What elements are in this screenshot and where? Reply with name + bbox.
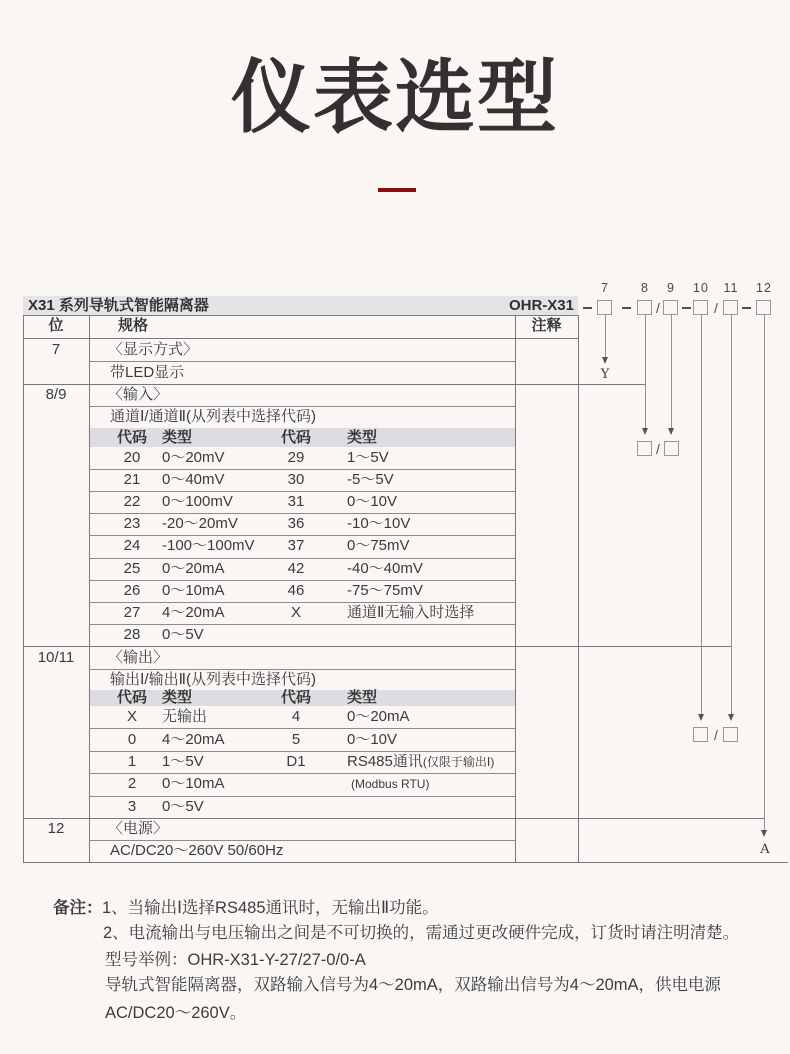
- table-border-line: [23, 862, 788, 863]
- type-cell: 0～20mA: [347, 708, 410, 726]
- code-cell: X: [290, 603, 301, 621]
- display-code-letter: Y: [600, 367, 610, 382]
- table-border-line: [23, 315, 578, 316]
- code-cell: 37: [287, 537, 305, 555]
- type-cell: 0～5V: [162, 625, 204, 643]
- digit-label: 12: [756, 281, 772, 295]
- spec-row-text: 带LED显示: [110, 363, 185, 381]
- type-cell: 0～75mV: [347, 537, 410, 555]
- code-header-cell: 类型: [347, 689, 378, 706]
- arrowhead-down-icon: [728, 714, 734, 721]
- pair-slash: /: [656, 441, 660, 457]
- notes-label: 备注：: [53, 899, 103, 917]
- code-cell: 42: [287, 559, 305, 577]
- model-code-box: [637, 300, 652, 315]
- section-subtitle: 通道Ⅰ/通道Ⅱ(从列表中选择代码): [110, 408, 316, 425]
- type-cell: 4～20mA: [162, 603, 225, 621]
- spec-row-text: AC/DC20～260V 50/60Hz: [110, 842, 284, 859]
- code-cell: 20: [123, 449, 141, 467]
- model-code-box: [756, 300, 771, 315]
- arrowhead-down-icon: [698, 714, 704, 721]
- column-header-note: 注释: [531, 317, 562, 334]
- pair-code-box: [723, 727, 738, 742]
- code-cell: D1: [286, 753, 306, 770]
- type-cell: -100～100mV: [162, 537, 255, 555]
- page-title: 仪表选型: [231, 53, 559, 142]
- code-separator-slash: /: [714, 300, 718, 316]
- type-cell: 0～20mV: [162, 449, 225, 467]
- code-cell: 0: [127, 730, 137, 748]
- code-separator-dash: [742, 307, 751, 309]
- code-cell: 30: [287, 471, 305, 489]
- pair-code-box: [637, 441, 652, 456]
- type-cell: -10～10V: [347, 515, 411, 533]
- type-cell: 无输出: [162, 708, 208, 726]
- type-cell: -40～40mV: [347, 559, 423, 577]
- digit-label: 11: [723, 281, 739, 295]
- type-cell: 0～20mA: [162, 559, 225, 577]
- section-label: 〈电源〉: [108, 820, 169, 837]
- type-cell: RS485通讯(仅限于输出Ⅰ): [347, 753, 495, 770]
- arrowhead-down-icon: [761, 830, 767, 837]
- leader-line: [764, 315, 765, 830]
- code-cell: 31: [287, 493, 305, 511]
- code-cell: 5: [291, 730, 301, 748]
- column-header-spec: 规格: [118, 317, 149, 334]
- code-header-cell: 代码: [116, 428, 147, 446]
- table-title-bar: [23, 296, 578, 315]
- type-cell: -5～5V: [347, 471, 394, 489]
- code-cell: 2: [127, 775, 137, 793]
- type-cell: 0～10V: [347, 730, 398, 748]
- code-header-cell: 类型: [347, 428, 378, 446]
- digit-label: 8: [641, 281, 649, 295]
- pair-code-box: [693, 727, 708, 742]
- code-cell: 22: [123, 493, 141, 511]
- code-cell: X: [126, 708, 137, 726]
- section-label: 〈输入〉: [108, 386, 169, 403]
- series-title: X31 系列导轨式智能隔离器: [28, 297, 209, 314]
- title-underline-accent: [378, 188, 416, 192]
- pos-label: 10/11: [37, 648, 75, 666]
- leader-line: [671, 315, 672, 428]
- pos-label: 12: [47, 820, 65, 837]
- code-cell: 36: [287, 515, 305, 533]
- digit-label: 7: [601, 281, 609, 295]
- leader-line: [701, 315, 702, 714]
- type-cell: -20～20mV: [162, 515, 238, 533]
- note-line: 导轨式智能隔离器，双路输入信号为4～20mA，双路输出信号为4～20mA，供电电源: [105, 976, 722, 994]
- model-code-box: [597, 300, 612, 315]
- section-label: 〈显示方式〉: [108, 340, 199, 358]
- digit-label: 9: [667, 281, 675, 295]
- code-cell: 27: [123, 603, 141, 621]
- code-header-cell: 代码: [116, 689, 147, 706]
- pos-label: 7: [51, 340, 61, 358]
- pair-slash: /: [714, 727, 718, 743]
- model-code-box: [723, 300, 738, 315]
- code-cell: 3: [127, 797, 137, 815]
- type-cell: 通道Ⅱ无输入时选择: [347, 603, 475, 621]
- code-header-cell: 代码: [280, 428, 311, 446]
- arrowhead-down-icon: [642, 428, 648, 435]
- leader-line: [605, 315, 606, 357]
- code-separator-dash: [682, 307, 691, 309]
- code-header-cell: 类型: [162, 428, 193, 446]
- leader-line: [731, 315, 732, 714]
- code-separator-dash: [583, 307, 592, 309]
- table-column-line: [578, 315, 579, 862]
- arrowhead-down-icon: [668, 428, 674, 435]
- type-cell: 0～10mA: [162, 581, 225, 599]
- section-subtitle: 输出Ⅰ/输出Ⅱ(从列表中选择代码): [110, 670, 316, 688]
- table-column-line: [89, 315, 90, 862]
- code-header-cell: 类型: [162, 689, 193, 706]
- model-prefix: OHR-X31: [508, 297, 574, 314]
- section-label: 〈输出〉: [108, 648, 169, 666]
- arrowhead-down-icon: [602, 357, 608, 364]
- type-cell: 1～5V: [162, 753, 204, 770]
- code-separator-slash: /: [656, 300, 660, 316]
- power-code-letter: A: [760, 842, 770, 857]
- leader-line: [645, 315, 646, 428]
- table-column-line: [515, 315, 516, 862]
- note-line: 型号举例：OHR-X31-Y-27/27-0/0-A: [105, 951, 366, 969]
- type-cell: 0～10V: [347, 493, 398, 511]
- digit-label: 10: [693, 281, 709, 295]
- code-cell: 25: [123, 559, 141, 577]
- table-border-line: [23, 338, 578, 339]
- type-cell: 0～10mA: [162, 775, 225, 793]
- code-separator-dash: [622, 307, 631, 309]
- column-header-pos: 位: [48, 317, 64, 334]
- type-cell: 0～40mV: [162, 471, 225, 489]
- model-code-box: [693, 300, 708, 315]
- type-cell: 0～100mV: [162, 493, 233, 511]
- code-cell: 46: [287, 581, 305, 599]
- type-cell: (Modbus RTU): [351, 777, 430, 792]
- code-cell: 23: [123, 515, 141, 533]
- code-cell: 28: [123, 625, 141, 643]
- code-cell: 24: [123, 537, 141, 555]
- note-line: 1、当输出Ⅰ选择RS485通讯时，无输出Ⅱ功能。: [102, 899, 439, 917]
- type-cell: -75～75mV: [347, 581, 423, 599]
- code-cell: 4: [291, 708, 301, 726]
- code-cell: 26: [123, 581, 141, 599]
- type-cell: 0～5V: [162, 797, 204, 815]
- model-code-box: [663, 300, 678, 315]
- type-cell: 1～5V: [347, 449, 389, 467]
- code-header-cell: 代码: [280, 689, 311, 706]
- note-line: 2、电流输出与电压输出之间是不可切换的，需通过更改硬件完成，订货时请注明清楚。: [103, 924, 740, 942]
- code-cell: 29: [287, 449, 305, 467]
- pos-label: 8/9: [45, 386, 67, 403]
- type-cell: 4～20mA: [162, 730, 225, 748]
- pair-code-box: [664, 441, 679, 456]
- code-cell: 21: [123, 471, 141, 489]
- note-line: AC/DC20～260V。: [105, 1004, 247, 1022]
- code-cell: 1: [127, 753, 137, 770]
